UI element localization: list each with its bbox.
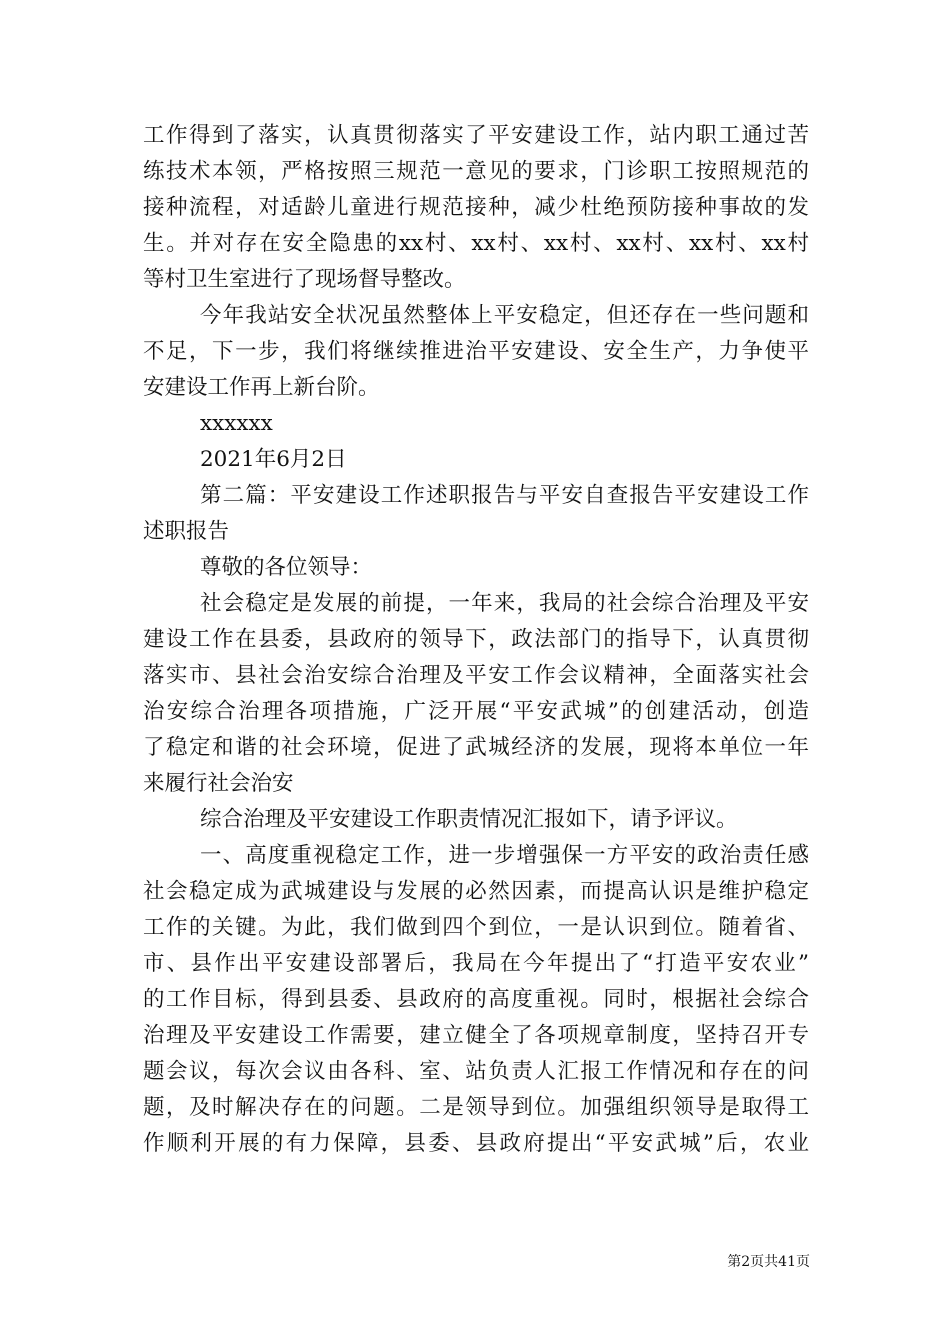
section-heading: 述职报告	[143, 519, 230, 544]
signature-line: xxxxxx	[200, 411, 273, 436]
body-line: 的工作目标，得到县委、县政府的高度重视。同时，根据社会综合	[143, 987, 809, 1012]
body-line: 工作的关键。为此，我们做到四个到位，一是认识到位。随着省、	[143, 915, 809, 940]
body-line: 练技术本领，严格按照三规范一意见的要求，门诊职工按照规范的	[143, 159, 809, 184]
body-line: 市、县作出平安建设部署后，我局在今年提出了“打造平安农业”	[143, 951, 809, 976]
body-line: 今年我站安全状况虽然整体上平安稳定，但还存在一些问题和	[200, 303, 809, 328]
body-line: 来履行社会治安	[143, 771, 294, 796]
body-line: 建设工作在县委，县政府的领导下，政法部门的指导下，认真贯彻	[143, 627, 809, 652]
body-line: 了稳定和谐的社会环境，促进了武城经济的发展，现将本单位一年	[143, 735, 809, 760]
body-line: 社会稳定成为武城建设与发展的必然因素，而提高认识是维护稳定	[143, 879, 809, 904]
body-line: 一、高度重视稳定工作，进一步增强保一方平安的政治责任感	[200, 843, 809, 868]
body-line: 作顺利开展的有力保障，县委、县政府提出“平安武城”后，农业	[143, 1131, 809, 1156]
body-line: 治安综合治理各项措施，广泛开展“平安武城”的创建活动，创造	[143, 699, 809, 724]
body-line: 接种流程，对适龄儿童进行规范接种，减少杜绝预防接种事故的发	[143, 195, 809, 220]
date-line: 2021年6月2日	[200, 447, 347, 472]
body-line: 社会稳定是发展的前提，一年来，我局的社会综合治理及平安	[200, 591, 809, 616]
body-line: 等村卫生室进行了现场督导整改。	[143, 267, 466, 292]
body-line: 工作得到了落实，认真贯彻落实了平安建设工作，站内职工通过苦	[143, 123, 809, 148]
body-line: 治理及平安建设工作需要，建立健全了各项规章制度，坚持召开专	[143, 1023, 809, 1048]
body-line: 题，及时解决存在的问题。二是领导到位。加强组织领导是取得工	[143, 1095, 809, 1120]
body-line: 生。并对存在安全隐患的xx村、xx村、xx村、xx村、xx村、xx村	[143, 231, 809, 256]
body-line: 安建设工作再上新台阶。	[143, 375, 380, 400]
salutation: 尊敬的各位领导：	[200, 555, 373, 580]
document-body	[143, 118, 809, 1162]
section-heading: 第二篇：平安建设工作述职报告与平安自查报告平安建设工作	[200, 483, 809, 508]
body-line: 综合治理及平安建设工作职责情况汇报如下，请予评议。	[200, 807, 738, 832]
body-line: 落实市、县社会治安综合治理及平安工作会议精神，全面落实社会	[143, 663, 809, 688]
body-line: 不足，下一步，我们将继续推进治平安建设、安全生产，力争使平	[143, 339, 809, 364]
body-line: 题会议，每次会议由各科、室、站负责人汇报工作情况和存在的问	[143, 1059, 809, 1084]
page-number: 第2页共41页	[727, 1254, 810, 1270]
